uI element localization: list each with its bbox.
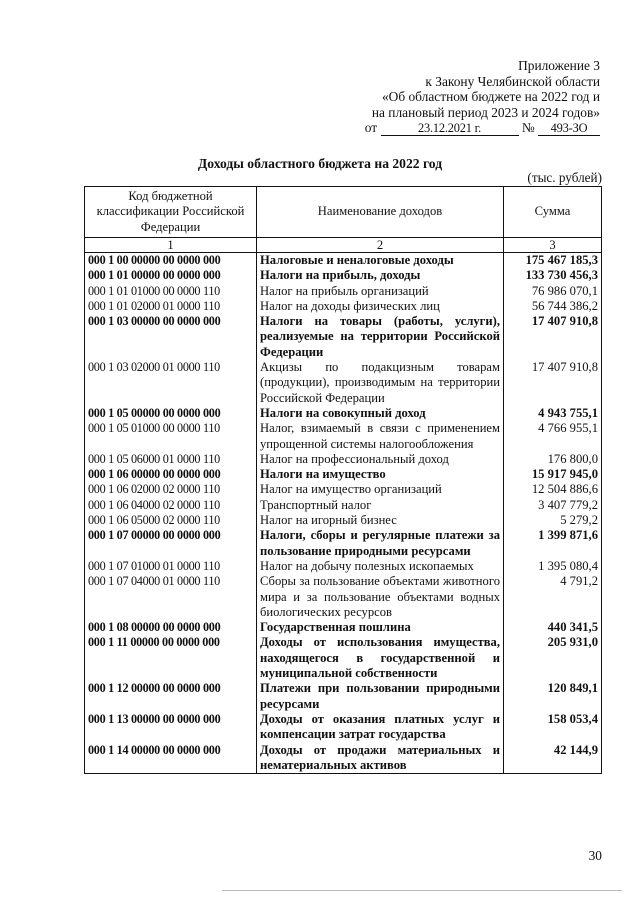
table-row [85,528,602,559]
table-row [85,421,602,452]
row-code: 000 1 07 01000 01 0000 110 [85,559,257,574]
row-name: Налог на профессиональный доход [257,452,504,467]
row-code: 000 1 12 00000 00 0000 000 [85,681,257,712]
table-row [85,268,602,283]
row-sum: 1 395 080,4 [504,559,602,574]
table-row [85,498,602,513]
row-name: Налог, взимаемый в связи с применением упрощенной системы налогообложения [257,421,504,452]
table-header-row [85,187,602,238]
row-sum: 17 407 910,8 [504,314,602,360]
table-row [85,314,602,360]
row-name: Налог на игорный бизнес [257,513,504,528]
row-name: Платежи при пользовании природными ресурсами [257,681,504,712]
table-row [85,360,602,406]
row-code: 000 1 01 00000 00 0000 000 [85,268,257,283]
row-sum: 133 730 456,3 [504,268,602,283]
row-code: 000 1 11 00000 00 0000 000 [85,635,257,681]
table-row [85,743,602,774]
row-name: Доходы от использования имущества, находящегося в государственной и муниципальной собственности [257,635,504,681]
table-row [85,452,602,467]
row-name: Сборы за пользование объектами животного мира и за пользование объектами водных биологических ресурсов [257,574,504,620]
row-name: Государственная пошлина [257,620,504,635]
row-sum: 120 849,1 [504,681,602,712]
row-code: 000 1 06 02000 02 0000 110 [85,482,257,497]
row-sum: 56 744 386,2 [504,299,602,314]
law-date: 23.12.2021 г. [381,122,519,136]
table-row [85,406,602,421]
row-name: Налоги на имущество [257,467,504,482]
row-code: 000 1 06 04000 02 0000 110 [85,498,257,513]
row-code: 000 1 07 00000 00 0000 000 [85,528,257,559]
law-title-line2: на плановый период 2023 и 2024 годов» [371,104,600,120]
row-name: Налоги на товары (работы, услуги), реализуемые на территории Российской Федерации [257,314,504,360]
row-sum: 5 279,2 [504,513,602,528]
row-sum: 4 791,2 [504,574,602,620]
row-code: 000 1 05 06000 01 0000 110 [85,452,257,467]
footer-rule [222,890,622,891]
row-code: 000 1 07 04000 01 0000 110 [85,574,257,620]
table-row [85,253,602,269]
row-name: Налоги на совокупный доход [257,406,504,421]
table-row [85,620,602,635]
row-sum: 175 467 185,3 [504,253,602,269]
units-label: (тыс. рублей) [527,170,602,185]
law-number: 493-ЗО [538,122,600,136]
row-sum: 4 943 755,1 [504,406,602,421]
row-code: 000 1 13 00000 00 0000 000 [85,712,257,743]
row-name: Налог на добычу полезных ископаемых [257,559,504,574]
row-name: Налоговые и неналоговые доходы [257,253,504,269]
revenue-table [84,186,602,774]
table-row [85,467,602,482]
row-name: Акцизы по подакцизным товарам (продукции), производимым на территории Российской Федерации [257,360,504,406]
table-row [85,513,602,528]
row-code: 000 1 14 00000 00 0000 000 [85,743,257,774]
row-sum: 176 800,0 [504,452,602,467]
row-name: Налоги на прибыль, доходы [257,268,504,283]
table-row [85,299,602,314]
row-name: Налоги, сборы и регулярные платежи за пользование природными ресурсами [257,528,504,559]
column-number-2: 2 [257,238,504,253]
table-row [85,635,602,681]
row-sum: 17 407 910,8 [504,360,602,406]
row-sum: 3 407 779,2 [504,498,602,513]
table-row [85,681,602,712]
row-sum: 76 986 070,1 [504,284,602,299]
column-number-row [85,238,602,253]
row-sum: 440 341,5 [504,620,602,635]
column-number-3: 3 [504,238,602,253]
row-code: 000 1 05 00000 00 0000 000 [85,406,257,421]
row-sum: 4 766 955,1 [504,421,602,452]
table-row [85,482,602,497]
number-label: № [521,120,535,136]
law-reference: к Закону Челябинской области [425,73,600,89]
column-number-1: 1 [85,238,257,253]
appendix-label: Приложение 3 [518,58,600,73]
row-name: Налог на прибыль организаций [257,284,504,299]
column-header-code: Код бюджетной классификации Российской Федерации [85,187,257,238]
row-name: Доходы от продажи материальных и нематериальных активов [257,743,504,774]
table-row [85,284,602,299]
row-code: 000 1 05 01000 00 0000 110 [85,421,257,452]
row-code: 000 1 06 00000 00 0000 000 [85,467,257,482]
row-sum: 205 931,0 [504,635,602,681]
table-row [85,559,602,574]
row-sum: 158 053,4 [504,712,602,743]
row-code: 000 1 03 02000 01 0000 110 [85,360,257,406]
row-name: Налог на доходы физических лиц [257,299,504,314]
row-code: 000 1 01 02000 01 0000 110 [85,299,257,314]
table-row [85,574,602,620]
row-code: 000 1 00 00000 00 0000 000 [85,253,257,269]
row-code: 000 1 03 00000 00 0000 000 [85,314,257,360]
column-header-name: Наименование доходов [257,187,504,238]
law-date-line [365,120,600,136]
document-title: Доходы областного бюджета на 2022 год [197,156,443,171]
row-sum: 12 504 886,6 [504,482,602,497]
row-code: 000 1 08 00000 00 0000 000 [85,620,257,635]
row-sum: 15 917 945,0 [504,467,602,482]
page-number: 30 [588,848,602,863]
row-code: 000 1 06 05000 02 0000 110 [85,513,257,528]
appendix-header [365,58,600,136]
from-label: от [364,120,378,136]
row-name: Доходы от оказания платных услуг и компенсации затрат государства [257,712,504,743]
row-sum: 42 144,9 [504,743,602,774]
law-title-line1: «Об областном бюджете на 2022 год и [381,89,600,105]
row-sum: 1 399 871,6 [504,528,602,559]
row-name: Налог на имущество организаций [257,482,504,497]
row-code: 000 1 01 01000 00 0000 110 [85,284,257,299]
table-body [85,253,602,774]
table-row [85,712,602,743]
column-header-sum: Сумма [504,187,602,238]
row-name: Транспортный налог [257,498,504,513]
